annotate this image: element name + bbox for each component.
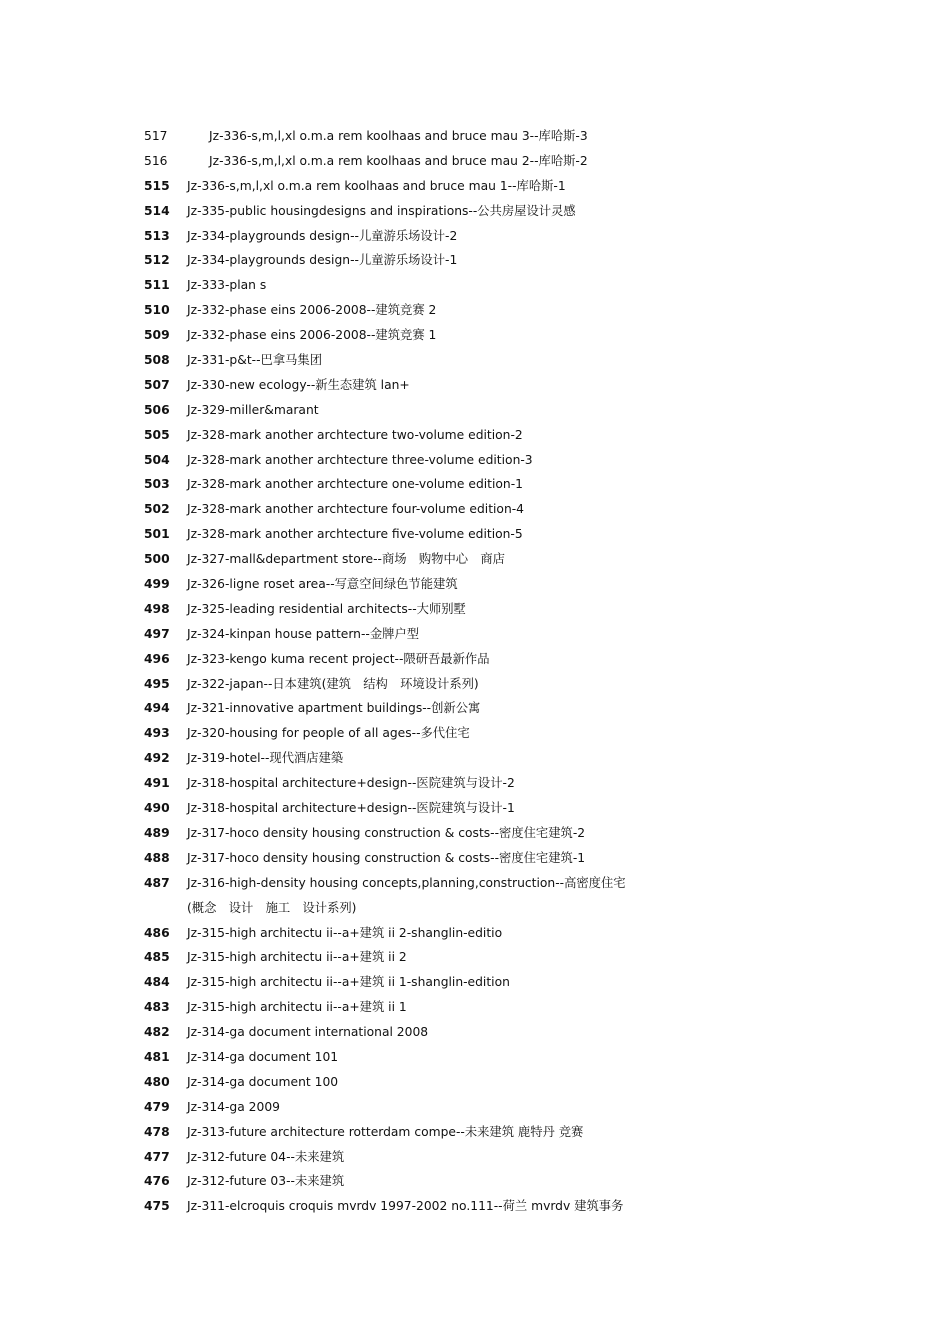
item-number: 504 bbox=[144, 452, 170, 467]
item-title: Jz-336-s,m,l,xl o.m.a rem koolhaas and bruce mau 1--库哈斯-1 bbox=[187, 178, 566, 193]
item-title: Jz-313-future architecture rotterdam compe--未来建筑 鹿特丹 竞赛 bbox=[187, 1124, 584, 1139]
item-number: 488 bbox=[144, 850, 170, 865]
item-title: Jz-318-hospital architecture+design--医院建筑与设计-2 bbox=[187, 776, 515, 791]
list-item bbox=[0, 1045, 950, 1070]
item-title: Jz-328-mark another archtecture one-volume edition-1 bbox=[187, 477, 523, 492]
item-number: 492 bbox=[144, 751, 170, 766]
list-item-continuation bbox=[0, 896, 950, 921]
item-number: 516 bbox=[144, 153, 168, 168]
item-number: 510 bbox=[144, 303, 170, 318]
list-item bbox=[0, 1020, 950, 1045]
list-item bbox=[0, 248, 950, 273]
list-item bbox=[0, 846, 950, 871]
item-number: 477 bbox=[144, 1149, 170, 1164]
list-item bbox=[0, 199, 950, 224]
item-number: 497 bbox=[144, 626, 170, 641]
item-number: 475 bbox=[144, 1199, 170, 1214]
item-title: Jz-326-ligne roset area--写意空间绿色节能建筑 bbox=[187, 577, 458, 592]
item-title: Jz-312-future 03--未来建筑 bbox=[187, 1174, 345, 1189]
list-item bbox=[0, 921, 950, 946]
item-title: Jz-325-leading residential architects--大师别墅 bbox=[187, 601, 466, 616]
item-title: Jz-334-playgrounds design--儿童游乐场设计-1 bbox=[187, 253, 458, 268]
list-item bbox=[0, 149, 950, 174]
item-number: 485 bbox=[144, 950, 170, 965]
item-title: Jz-334-playgrounds design--儿童游乐场设计-2 bbox=[187, 228, 458, 243]
list-item bbox=[0, 1120, 950, 1145]
list-item bbox=[0, 273, 950, 298]
list-item bbox=[0, 970, 950, 995]
list-item bbox=[0, 622, 950, 647]
item-title: Jz-319-hotel--现代酒店建築 bbox=[187, 751, 344, 766]
item-title: Jz-314-ga document 101 bbox=[187, 1049, 339, 1064]
item-title: Jz-323-kengo kuma recent project--隈研吾最新作品 bbox=[187, 651, 490, 666]
list-item bbox=[0, 522, 950, 547]
list-item bbox=[0, 398, 950, 423]
item-title: Jz-324-kinpan house pattern--金牌户型 bbox=[187, 626, 420, 641]
item-number: 509 bbox=[144, 328, 170, 343]
list-item bbox=[0, 547, 950, 572]
item-number: 498 bbox=[144, 601, 170, 616]
item-title: Jz-328-mark another archtecture five-volume edition-5 bbox=[187, 527, 523, 542]
list-item bbox=[0, 1070, 950, 1095]
item-title: Jz-332-phase eins 2006-2008--建筑竞赛 1 bbox=[187, 328, 437, 343]
list-item bbox=[0, 124, 950, 149]
item-title: Jz-316-high-density housing concepts,planning,construction--高密度住宅 bbox=[187, 875, 626, 890]
list-item bbox=[0, 696, 950, 721]
item-title: Jz-332-phase eins 2006-2008--建筑竞赛 2 bbox=[187, 303, 437, 318]
item-number: 499 bbox=[144, 577, 170, 592]
item-title: Jz-317-hoco density housing construction & costs--密度住宅建筑-1 bbox=[187, 850, 586, 865]
list-item bbox=[0, 174, 950, 199]
item-number: 486 bbox=[144, 925, 170, 940]
list-item bbox=[0, 821, 950, 846]
list-item bbox=[0, 472, 950, 497]
item-number: 491 bbox=[144, 776, 170, 791]
item-number: 512 bbox=[144, 253, 170, 268]
list-item bbox=[0, 771, 950, 796]
list-item bbox=[0, 448, 950, 473]
list-item bbox=[0, 721, 950, 746]
item-number: 481 bbox=[144, 1049, 170, 1064]
item-number: 476 bbox=[144, 1174, 170, 1189]
list-item bbox=[0, 348, 950, 373]
item-title: (概念 设计 施工 设计系列) bbox=[187, 900, 357, 915]
list-item bbox=[0, 497, 950, 522]
item-number: 479 bbox=[144, 1099, 170, 1114]
item-title: Jz-321-innovative apartment buildings--创新公寓 bbox=[187, 701, 481, 716]
list-item bbox=[0, 224, 950, 249]
list-item bbox=[0, 597, 950, 622]
item-number: 511 bbox=[144, 278, 170, 293]
item-number: 503 bbox=[144, 477, 170, 492]
list-item bbox=[0, 746, 950, 771]
list-item bbox=[0, 796, 950, 821]
item-number: 507 bbox=[144, 377, 170, 392]
list-item bbox=[0, 647, 950, 672]
item-title: Jz-315-high architectu ii--a+建筑 ii 2-shanglin-editio bbox=[187, 925, 503, 940]
list-item bbox=[0, 373, 950, 398]
list-item bbox=[0, 871, 950, 896]
item-title: Jz-335-public housingdesigns and inspirations--公共房屋设计灵感 bbox=[187, 203, 576, 218]
item-title: Jz-315-high architectu ii--a+建筑 ii 1-shanglin-edition bbox=[187, 975, 510, 990]
item-title: Jz-336-s,m,l,xl o.m.a rem koolhaas and bruce mau 3--库哈斯-3 bbox=[209, 129, 588, 143]
item-title: Jz-331-p&t--巴拿马集团 bbox=[187, 353, 323, 368]
item-number: 493 bbox=[144, 726, 170, 741]
item-title: Jz-330-new ecology--新生态建筑 lan+ bbox=[187, 377, 410, 392]
item-title: Jz-314-ga 2009 bbox=[187, 1099, 280, 1114]
list-item bbox=[0, 323, 950, 348]
item-number: 490 bbox=[144, 801, 170, 816]
list-item bbox=[0, 1095, 950, 1120]
list-item bbox=[0, 423, 950, 448]
item-title: Jz-328-mark another archtecture two-volume edition-2 bbox=[187, 427, 523, 442]
item-number: 494 bbox=[144, 701, 170, 716]
list-item bbox=[0, 1194, 950, 1219]
item-number: 484 bbox=[144, 975, 170, 990]
item-title: Jz-317-hoco density housing construction & costs--密度住宅建筑-2 bbox=[187, 825, 586, 840]
item-title: Jz-312-future 04--未来建筑 bbox=[187, 1149, 345, 1164]
list-item bbox=[0, 298, 950, 323]
item-number: 496 bbox=[144, 651, 170, 666]
item-title: Jz-320-housing for people of all ages--多代住宅 bbox=[187, 726, 470, 741]
item-title: Jz-333-plan s bbox=[187, 278, 267, 293]
item-title: Jz-314-ga document international 2008 bbox=[187, 1025, 429, 1040]
item-title: Jz-315-high architectu ii--a+建筑 ii 1 bbox=[187, 1000, 407, 1015]
list-item bbox=[0, 945, 950, 970]
item-title: Jz-322-japan--日本建筑(建筑 结构 环境设计系列) bbox=[187, 676, 479, 691]
item-title: Jz-311-elcroquis croquis mvrdv 1997-2002 no.111--荷兰 mvrdv 建筑事务 bbox=[187, 1199, 624, 1214]
item-number: 495 bbox=[144, 676, 170, 691]
list-item bbox=[0, 672, 950, 697]
item-title: Jz-329-miller&marant bbox=[187, 402, 319, 417]
item-number: 505 bbox=[144, 427, 170, 442]
item-title: Jz-328-mark another archtecture three-volume edition-3 bbox=[187, 452, 533, 467]
list-item bbox=[0, 572, 950, 597]
item-title: Jz-314-ga document 100 bbox=[187, 1074, 339, 1089]
item-number: 517 bbox=[144, 129, 168, 143]
list-item bbox=[0, 1145, 950, 1170]
item-title: Jz-318-hospital architecture+design--医院建筑与设计-1 bbox=[187, 801, 515, 816]
item-title: Jz-336-s,m,l,xl o.m.a rem koolhaas and bruce mau 2--库哈斯-2 bbox=[209, 153, 588, 168]
list-item bbox=[0, 1169, 950, 1194]
item-number: 483 bbox=[144, 1000, 170, 1015]
item-number: 478 bbox=[144, 1124, 170, 1139]
item-number: 513 bbox=[144, 228, 170, 243]
item-number: 487 bbox=[144, 875, 170, 890]
item-number: 514 bbox=[144, 203, 170, 218]
item-number: 508 bbox=[144, 353, 170, 368]
catalog-list bbox=[0, 124, 950, 1219]
item-title: Jz-328-mark another archtecture four-volume edition-4 bbox=[187, 502, 525, 517]
item-number: 480 bbox=[144, 1074, 170, 1089]
list-item bbox=[0, 995, 950, 1020]
item-title: Jz-327-mall&department store--商场 购物中心 商店 bbox=[187, 552, 505, 567]
item-number: 506 bbox=[144, 402, 170, 417]
item-number: 482 bbox=[144, 1025, 170, 1040]
item-number: 502 bbox=[144, 502, 170, 517]
item-title: Jz-315-high architectu ii--a+建筑 ii 2 bbox=[187, 950, 407, 965]
item-number: 501 bbox=[144, 527, 170, 542]
item-number: 515 bbox=[144, 178, 170, 193]
item-number: 500 bbox=[144, 552, 170, 567]
item-number: 489 bbox=[144, 825, 170, 840]
